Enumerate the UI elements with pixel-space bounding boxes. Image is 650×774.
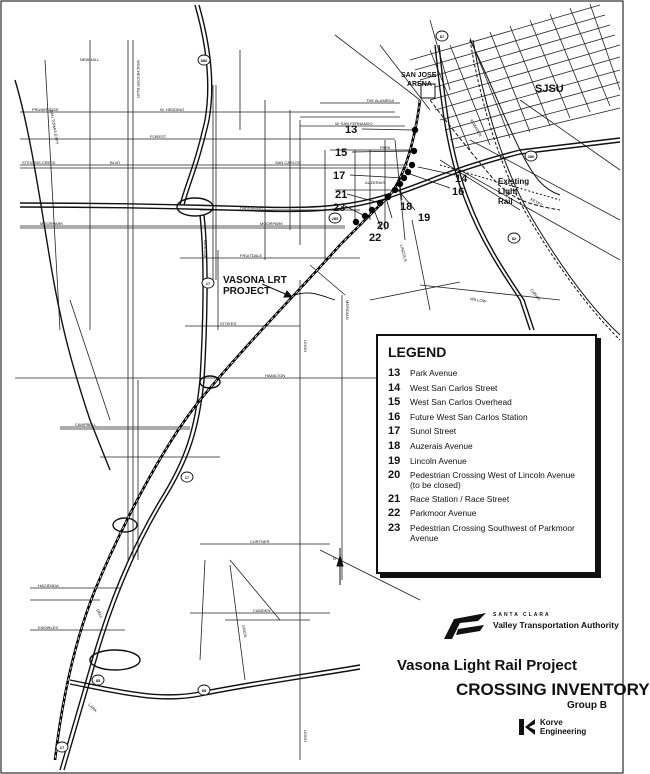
label-willow: WILLOW: [469, 296, 487, 304]
label-bascom: BASCOM: [203, 240, 208, 258]
legend-item-number: 13: [388, 367, 401, 379]
label-blvd: BLVD: [110, 160, 121, 165]
legend-item: [388, 368, 585, 379]
legend-item-label: Pedestrian Crossing Southwest of Parkmoor Avenue: [410, 522, 575, 543]
korve-logo-icon: [518, 718, 536, 736]
label-hamilton: HAMILTON: [265, 373, 286, 378]
shield-87: 87: [439, 34, 445, 39]
label-forest: FOREST: [150, 134, 167, 139]
firm-line-2: Engineering: [540, 727, 587, 736]
existing-rail-label-3: Rail: [498, 197, 513, 206]
legend-item-number: 20: [388, 469, 401, 482]
shield-880: 880: [200, 58, 208, 63]
legend-item: [388, 426, 585, 437]
shield-85-east: 85: [201, 688, 207, 693]
vta-logo-icon: [440, 611, 490, 641]
arena-label-2: ARENA: [407, 81, 432, 88]
legend-item: [388, 441, 585, 452]
legend-item: [388, 397, 585, 408]
legend-item-number: 15: [388, 396, 401, 409]
legend-list: [388, 368, 585, 543]
crossing-17: 17: [333, 170, 346, 182]
label-moorpark-east: MOORPARK: [260, 221, 284, 226]
firm-name: [540, 718, 586, 736]
legend-title: LEGEND: [388, 344, 447, 360]
legend-item: [388, 508, 585, 519]
legend-item-number: 23: [388, 521, 401, 534]
shield-85-west: 85: [95, 678, 101, 683]
crossing-20: 20: [377, 220, 390, 232]
crossing-inventory-heading: CROSSING INVENTORY: [456, 680, 650, 699]
legend-item: [388, 494, 585, 505]
legend-item-label: Future West San Carlos Station: [410, 411, 528, 422]
legend-item-label: West San Carlos Street: [410, 382, 498, 393]
crossing-15: 15: [335, 147, 348, 159]
label-newhall: NEWHALL: [80, 57, 100, 62]
shield-280-east: 280: [527, 154, 535, 159]
existing-rail-label-1: Existing: [498, 177, 530, 186]
label-lark: LARK: [87, 702, 99, 714]
legend-item-number: 19: [388, 454, 401, 467]
label-winchester-north: WINCHESTER BLVD: [136, 60, 141, 99]
project-label-2: PROJECT: [223, 286, 271, 297]
label-moorpark: MOORPARK: [40, 221, 64, 226]
sjsu-label: SJSU: [535, 83, 564, 95]
crossing-21: 21: [335, 189, 348, 201]
label-almaden: ALMADEN: [469, 118, 484, 138]
crossing-16: 16: [452, 186, 465, 198]
legend-panel: [376, 334, 597, 574]
label-parkmoor: PARKMOOR: [240, 205, 264, 210]
label-caltrain: Caltrain: [529, 287, 542, 302]
label-w-hedding: W. HEDDING: [160, 107, 185, 112]
label-campbell: CAMPBELL: [75, 422, 97, 427]
legend-item: [388, 523, 585, 543]
legend-item-label: Auzerais Avenue: [410, 440, 473, 451]
crossing-19: 19: [418, 212, 431, 224]
crossing-23: 23: [333, 202, 346, 214]
legend-item-label: Lincoln Avenue: [410, 455, 467, 466]
project-title: Vasona Light Rail Project: [397, 657, 578, 674]
crossing-18: 18: [400, 201, 413, 213]
label-lincoln: LINCOLN: [399, 243, 409, 263]
legend-item-label: Race Station / Race Street: [410, 493, 510, 504]
label-pruneridge: PRUNERIDGE: [32, 107, 59, 112]
crossing-13: 13: [345, 124, 358, 136]
label-san-tomas: SAN TOMAS EXPY: [49, 109, 61, 145]
shield-17-mid: 17: [184, 475, 190, 480]
label-stokes: STOKES: [220, 321, 237, 326]
label-meridian: MERIDIAN: [345, 300, 350, 320]
shield-82: 82: [511, 236, 517, 241]
label-park: PARK: [380, 145, 391, 150]
legend-item-label: Parkmoor Avenue: [410, 508, 477, 519]
group-label: Group B: [567, 700, 607, 711]
legend-item-number: 18: [388, 439, 401, 452]
shield-17-south: 17: [59, 745, 65, 750]
legend-item-number: 21: [388, 492, 401, 505]
label-curtner: CURTNER: [250, 539, 270, 544]
crossing-22: 22: [369, 232, 382, 244]
shield-17-north: 17: [205, 281, 211, 286]
label-stevens-creek: STEVENS CREEK: [22, 160, 56, 165]
north-label: N: [333, 556, 336, 561]
label-hacienda: HACIENDA: [38, 583, 59, 588]
shield-280: 280: [331, 216, 339, 221]
firm-line-1: Korve: [540, 718, 563, 727]
agency-line-1: SANTA CLARA: [493, 612, 551, 618]
project-label-1: VASONA LRT: [223, 275, 287, 286]
crossing-14: 14: [455, 173, 468, 185]
legend-item: [388, 412, 585, 423]
legend-item-label: West San Carlos Overhead: [410, 397, 512, 408]
legend-item-label: Park Avenue: [410, 368, 458, 378]
legend-item-number: 16: [388, 410, 401, 423]
existing-rail-label-2: Light: [498, 187, 518, 196]
label-camden: CAMDEN: [253, 608, 271, 613]
legend-item-number: 17: [388, 425, 401, 438]
arena-label-1: SAN JOSE: [401, 72, 437, 79]
label-san-carlos: SAN CARLOS: [275, 160, 301, 165]
label-union: UNION: [241, 624, 249, 638]
label-leigh-south: LEIGH: [303, 730, 308, 743]
label-auzerais: AUZERAIS: [365, 180, 386, 185]
agency-line-2: Valley Transportation Authority: [493, 620, 619, 630]
legend-item-label: Pedestrian Crossing West of Lincoln Avenue (to be closed): [410, 470, 575, 491]
label-leigh: LEIGH: [303, 340, 308, 353]
legend-item: [388, 383, 585, 394]
legend-item: [388, 470, 585, 490]
legend-item-number: 22: [388, 507, 401, 520]
legend-item-number: 14: [388, 381, 401, 394]
legend-item: [388, 456, 585, 467]
label-w-san-fernando: W. SAN FERNANDO: [335, 121, 373, 126]
label-fruitdale: FRUITDALE: [240, 253, 263, 258]
label-the-alameda: THE ALAMEDA: [366, 98, 395, 103]
label-dell: DELL: [95, 608, 105, 620]
label-keyes: KEYES: [529, 196, 544, 208]
legend-item-label: Sunol Street: [410, 426, 457, 437]
label-knowles: KNOWLES: [38, 625, 59, 630]
